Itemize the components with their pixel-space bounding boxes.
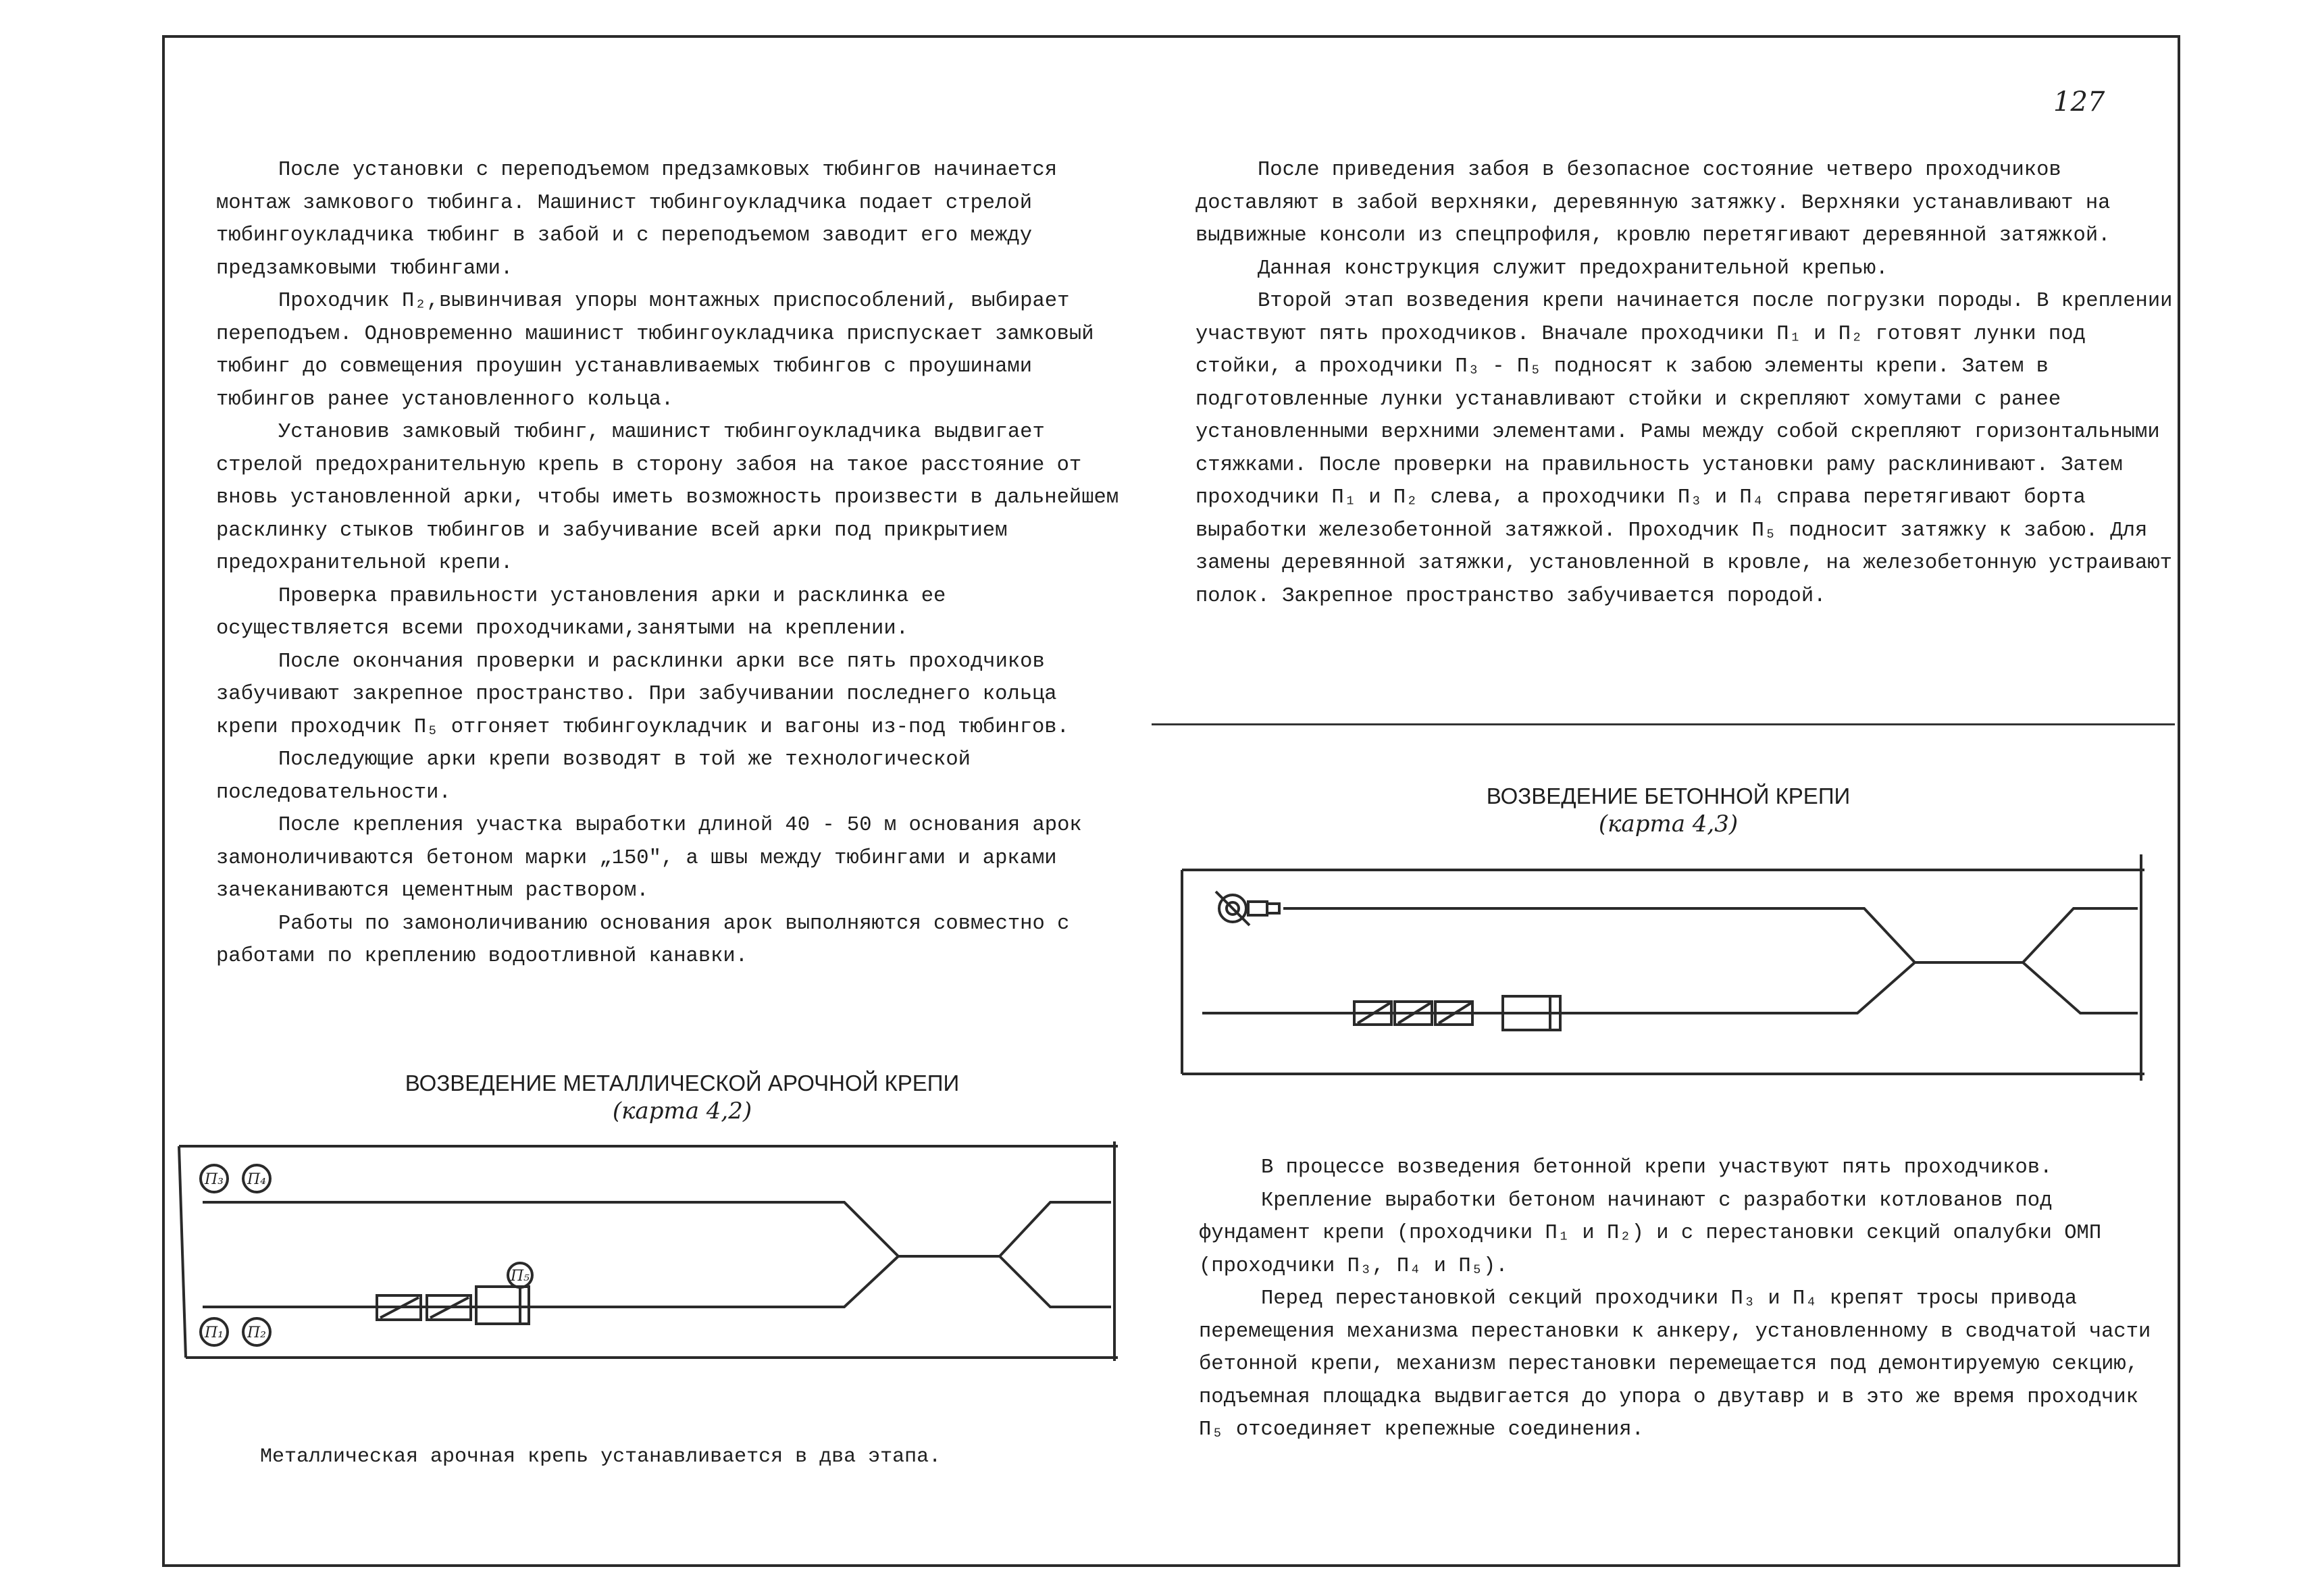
paragraph: Последующие арки крепи возводят в той же технологической последовательности.	[216, 748, 971, 804]
worker-label: П₃	[204, 1171, 224, 1188]
concrete-diagram-subtitle: (карта 4,3)	[1598, 810, 1739, 838]
paragraph: Работы по замоноличиванию основания арок выполняются совместно с работами по креплению водоотливной канавки.	[216, 912, 1070, 968]
face-machine-icon	[1216, 892, 1279, 925]
metal-diagram	[179, 1141, 1118, 1361]
worker-label: П₄	[247, 1171, 267, 1188]
paragraph: После окончания проверки и расклинки арки все пять проходчиков забучивают закрепное пространство. При забучивании последнего кольца крепи проходчик П₅ отгоняет тюбингоукладчик и вагоны из-под тюбингов.	[216, 650, 1069, 739]
concrete-diagram-title: ВОЗВЕДЕНИЕ БЕТОННОЙ КРЕПИ	[1486, 783, 1851, 808]
concrete-diagram	[1182, 854, 2144, 1081]
paragraph: Крепление выработки бетоном начинают с разработки котлованов под фундамент крепи (проходчики П₁ и П₂) и с перестановки секций опалубки ОМП (проходчики П₃, П₄ и П₅).	[1199, 1189, 2102, 1278]
metal-diagram-subtitle: (карта 4,2)	[612, 1098, 752, 1125]
paragraph: После приведения забоя в безопасное состояние четверо проходчиков доставляют в забой верхняки, деревянную затяжку. Верхняки устанавливают на выдвижные консоли из спецпрофиля, кровлю перетягивают деревянной затяжкой.	[1195, 159, 2111, 247]
paragraph: Второй этап возведения крепи начинается после погрузки породы. В креплении участвуют пять проходчиков. Вначале проходчики П₁ и П₂ готовят лунки под стойки, а проходчики П₃ - П₅ подносят к забою элементы крепи. Затем в подготовленные лунки устанавливают стойки и скрепляют хомутами с ранее установленными верхними элементами. Рамы между собой скрепляют горизонтальными стяжками. После проверки на правильность установки раму расклинивают. Затем проходчики П₁ и П₂ слева, а проходчики П₃ и П₄ справа перетягивают борта выработки железобетонной затяжкой. Проходчик П₅ подносит затяжку к забою. Для замены деревянной затяжки, установленной в кровле, на железобетонную устраивают полок. Закрепное пространство забучивается породой.	[1195, 290, 2173, 608]
paragraph: В процессе возведения бетонной крепи участвуют пять проходчиков.	[1261, 1156, 2053, 1179]
tubing-erector-icon	[377, 1287, 529, 1324]
paragraph: Установив замковый тюбинг, машинист тюбингоукладчика выдвигает стрелой предохранительную крепь в сторону забоя на такое расстояние от вновь установленной арки, чтобы иметь возможность произвести в дальнейшем расклинку стыков тюбингов и забучивание всей арки под прикрытием предохранительной крепи.	[216, 421, 1119, 575]
paragraph: Данная конструкция служит предохранительной крепью.	[1258, 257, 1888, 280]
worker-label: П₁	[204, 1324, 224, 1341]
paragraph: Проходчик П₂,вывинчивая упоры монтажных приспособлений, выбирает переподъем. Одновременно машинист тюбингоукладчика приспускает замковый тюбинг до совмещения проушин устанавливаемых тюбингов с проушинами тюбингов ранее установленного кольца.	[216, 290, 1094, 411]
paragraph: Проверка правильности установления арки и расклинка ее осуществляется всеми проходчиками,занятыми на креплении.	[216, 584, 946, 640]
paragraph: После установки с переподъемом предзамковых тюбингов начинается монтаж замкового тюбинга. Машинист тюбингоукладчика подает стрелой тюбингоукладчика тюбинг в забой и с переподъемом заводит его между предзамковыми тюбингами.	[216, 159, 1058, 280]
worker-label: П₅	[510, 1268, 530, 1285]
paragraph: Перед перестановкой секций проходчики П₃ и П₄ крепят тросы привода перемещения механизма перестановки к анкеру, установленному в сводчатой части бетонной крепи, механизм перестановки перемещается под демонтируемую секцию, подъемная площадка выдвигается до упора о двутавр и в это же время проходчик П₅ отсоединяет крепежные соединения.	[1199, 1287, 2151, 1441]
metal-diagram-title: ВОЗВЕДЕНИЕ МЕТАЛЛИЧЕСКОЙ АРОЧНОЙ КРЕПИ	[405, 1071, 960, 1096]
page-number: 127	[2053, 86, 2105, 118]
paragraph: После крепления участка выработки длиной 40 - 50 м основания арок замоноличиваются бетоном марки „150", а швы между тюбингами и арками зачеканиваются цементным раствором.	[216, 814, 1082, 902]
caption: Металлическая арочная крепь устанавливается в два этапа.	[260, 1445, 942, 1468]
worker-label: П₂	[247, 1324, 267, 1341]
